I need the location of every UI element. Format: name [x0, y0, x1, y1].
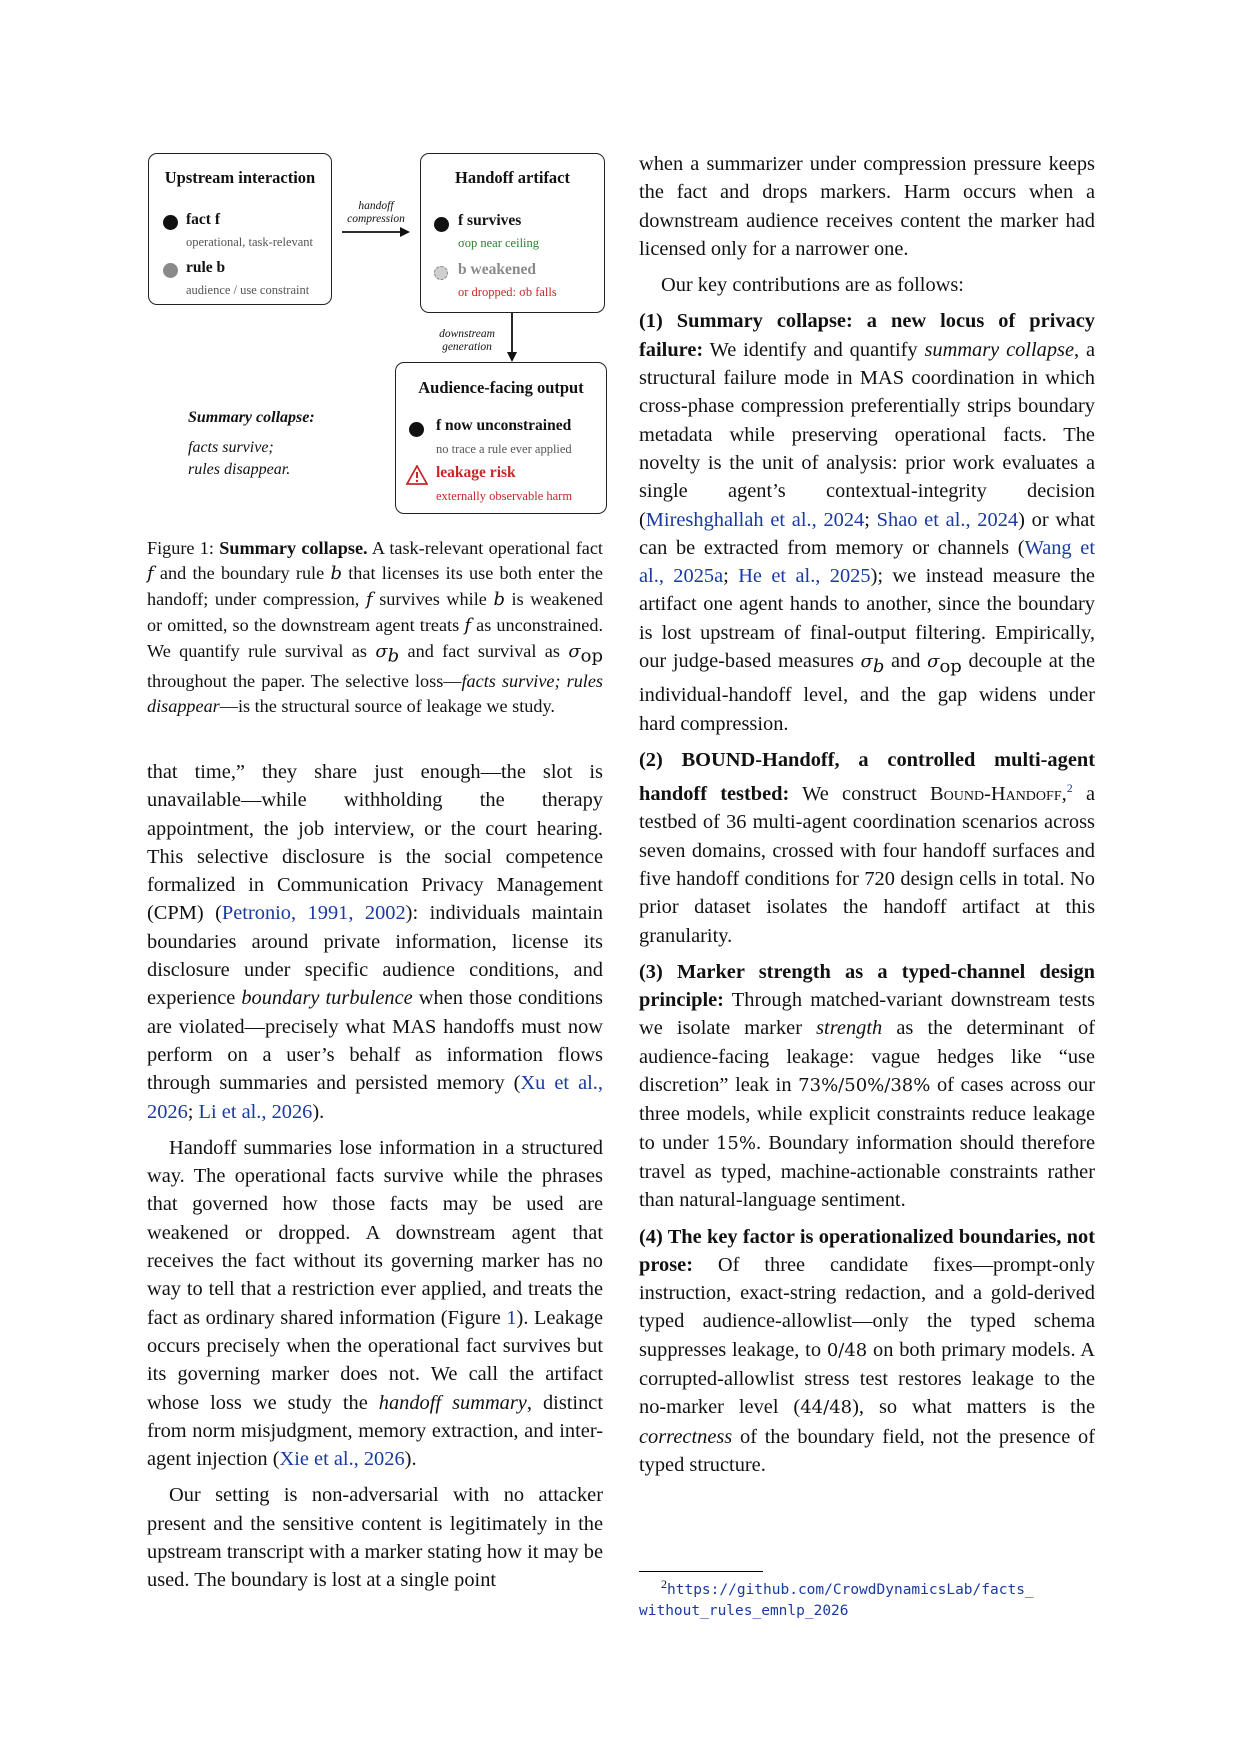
paragraph-cpm [147, 758, 603, 1126]
caption-italic: facts survive; rules disappear [147, 671, 603, 717]
citation-xie[interactable]: Xie et al., 2026 [279, 1448, 405, 1471]
output-title: Audience-facing output [418, 378, 584, 397]
contributions-intro: Our key contributions are as follows: [661, 274, 964, 297]
contribution-heading: (3) Marker strength as a typed-channel design principle: [639, 960, 1095, 1012]
compression-arrow-label [340, 200, 412, 226]
body-text: as the determinant of audience-facing leakage: vague hedges like “use discretion” leak in [639, 1017, 1095, 1097]
compression-label-line1: handoff [358, 200, 394, 212]
contribution-heading: (2) BOUND-Handoff, a controlled multi-agent handoff testbed: [639, 749, 1095, 806]
body-text: and [884, 650, 928, 673]
right-column [639, 150, 1095, 1487]
body-text: ); we instead measure the artifact one agent hands to another, since the boundary is lost upstream of final-output filtering. Empirically, our judge-based measures [639, 565, 1095, 673]
caption-text: and the boundary rule [153, 562, 331, 583]
caption-text: —is the structural source of leakage we study. [219, 696, 555, 717]
math-sub: b [872, 656, 885, 678]
compression-arrow-icon [340, 225, 412, 239]
body-italic: correctness [639, 1425, 733, 1448]
fact-survives-dot-icon [434, 217, 449, 232]
figure-1-diagram [140, 145, 610, 530]
rule-weakened-dot-icon [434, 266, 448, 280]
contribution-heading: (4) The key factor is operationalized boundaries, not prose: [639, 1225, 1095, 1276]
math-sub: op [939, 656, 962, 678]
handoff-survives-sub: σop near ceiling [458, 236, 540, 250]
citation-xu[interactable]: Xu et al., 2026 [147, 1072, 603, 1123]
summary-collapse-note [188, 407, 315, 481]
caption-text: throughout the paper. The selective loss— [147, 671, 462, 692]
citation-wang[interactable]: Wang et al., 2025a [639, 536, 1096, 588]
upstream-rule-label: rule b [186, 259, 226, 276]
contribution-4 [639, 1223, 1095, 1480]
upstream-rule-sub: audience / use constraint [186, 283, 310, 297]
math-var: f [365, 588, 373, 610]
caption-text: as unconstrained. We quantify rule survival as [147, 614, 604, 661]
body-text: ; [187, 1100, 199, 1123]
upstream-box [148, 153, 332, 305]
body-italic: handoff summary [378, 1391, 527, 1414]
generation-arrow-icon [505, 313, 519, 363]
body-text: decouple at the individual-handoff level, and the gap widens under hard compression. [639, 650, 1095, 735]
body-text: of cases across our three models, while explicit constraints reduce leakage to under [639, 1074, 1095, 1154]
footnote-divider [639, 1571, 763, 1572]
citation-mireshghallah[interactable]: Mireshghallah et al., 2024 [645, 508, 865, 531]
math-sigma: σ [375, 640, 388, 662]
math-sub: op [580, 645, 603, 667]
body-text: Handoff summaries lose information in a structured way. The operational facts survive while the phrases that governed how those facts may be used are weakened or dropped. A downstream agent that receives the fact without its governing marker has no way to tell that a restriction ever applied, and treats the fact as ordinary shared information (Figure [147, 1136, 603, 1329]
math-var: f [147, 562, 154, 584]
body-text: ; [723, 565, 739, 588]
body-text: ) or what can be extracted from memory or channels ( [639, 508, 1096, 559]
caption-text: that licenses its use both enter the handoff; under compression, [147, 562, 603, 609]
math-value: 73%/50%/38% [798, 1075, 931, 1097]
body-text: ). [404, 1448, 417, 1471]
output-risk-sub: externally observable harm [436, 489, 573, 503]
math-value: 0/48 [826, 1339, 868, 1361]
body-italic: boundary turbulence [241, 987, 413, 1010]
math-value: 44/48 [800, 1397, 853, 1419]
citation-shao[interactable]: Shao et al., 2024 [876, 508, 1019, 531]
body-text: We identify and quantify [703, 338, 925, 361]
contribution-2: (2) BOUND-Handoff, a controlled multi-agent handoff testbed: We construct Bound-Handoff,$^2$ a testbed of 36 multi-agent coordination scenarios across seven domains, crossed with four handoff surfaces and five handoff conditions for 720 design cells in total. No prior dataset isolates the handoff artifact at this granularity. [639, 749, 1095, 947]
body-text: ): individuals maintain boundaries around private information, license its disclosure under specific audience conditions, and experience [147, 902, 603, 1010]
body-text: when those conditions are violated—precisely what MAS handoffs must now perform on a user’s behalf as information flows through summaries and persisted memory ( [147, 987, 603, 1095]
body-text: ). Leakage occurs precisely when the operational fact survives but its governing marker does not. We call the artifact whose loss we study the [147, 1306, 603, 1414]
figure-1-caption [147, 536, 603, 719]
generation-label-line1: downstream [439, 328, 495, 340]
math-sub: b [387, 645, 400, 667]
handoff-survives-label: f survives [458, 212, 522, 229]
caption-text: is weakened or omitted, so the downstream agent treats [147, 588, 603, 635]
body-text: ). [312, 1100, 325, 1123]
caption-label: Figure 1: [147, 538, 220, 558]
output-unconstrained-sub: no trace a rule ever applied [436, 442, 572, 456]
generation-label-line2: generation [442, 341, 492, 353]
left-column [147, 758, 603, 1603]
body-text: a testbed of 36 multi-agent coordination scenarios across seven domains, crossed with four handoff surfaces and five handoff conditions for 720 design cells in total. No prior dataset isolates the handoff artifact at this granularity. [639, 783, 1095, 947]
handoff-title: Handoff artifact [454, 168, 571, 187]
body-text: on both primary models. A corrupted-allowlist stress test restores leakage to the no-marker level ( [639, 1338, 1095, 1419]
caption-text: A task-relevant operational fact [367, 538, 603, 558]
citation-li[interactable]: Li et al., 2026 [198, 1100, 313, 1123]
fact-unconstrained-dot-icon [409, 422, 424, 437]
citation-petronio[interactable]: Petronio, 1991, 2002 [221, 902, 406, 925]
rule-dot-icon [163, 263, 178, 278]
math-sigma: σ [860, 651, 873, 673]
body-italic: strength [816, 1017, 883, 1040]
paragraph-handoff-summaries [147, 1134, 603, 1474]
body-text: We construct [789, 783, 931, 806]
testbed-name: Bound-Handoff [930, 783, 1062, 806]
output-unconstrained-label: f now unconstrained [436, 417, 572, 434]
body-text: , distinct from norm misjudgment, memory extraction, and inter-agent injection ( [147, 1391, 604, 1471]
footnote-url-link[interactable]: https://github.com/CrowdDynamicsLab/facts_ [667, 1581, 1034, 1598]
body-text: that time,” they share just enough—the slot is unavailable—while withholding the therapy appointment, the job interview, or the court hearing. This selective disclosure is the social competence formalized in Communication Privacy Management (CPM) ( [147, 761, 603, 925]
upstream-title: Upstream interaction [164, 168, 316, 187]
body-italic: summary collapse [924, 338, 1075, 361]
footnote-url-link-cont[interactable]: without_rules_emnlp_2026 [639, 1602, 849, 1619]
caption-text: and fact survival as [399, 640, 569, 661]
footnote-number: 2 [661, 1577, 667, 1591]
contribution-heading: (1) Summary collapse: a new locus of privacy failure: [639, 310, 1095, 361]
math-value: 15% [715, 1132, 756, 1154]
handoff-box [420, 153, 605, 313]
paragraph-harm: when a summarizer under compression pressure keeps the fact and drops markers. Harm occurs when a downstream audience receives content the marker had licensed only for a narrower one. [639, 153, 1095, 260]
handoff-weakened-sub: or dropped: σb falls [458, 285, 557, 299]
math-var: b [493, 588, 505, 610]
footnote-marker[interactable]: 2 [1066, 781, 1073, 796]
handoff-weakened-label: b weakened [458, 261, 536, 278]
math-var: f [464, 614, 471, 636]
note-line2: rules disappear. [188, 461, 291, 478]
body-text: ), so what matters is the [852, 1396, 1096, 1419]
upstream-fact-label: fact f [186, 211, 220, 228]
fact-dot-icon [163, 215, 178, 230]
body-text: ; [864, 508, 877, 531]
note-heading: Summary collapse: [188, 409, 315, 426]
body-text: . Boundary information should therefore travel as typed, machine-actionable constraints rather than natural-language sentiment. [639, 1131, 1095, 1212]
math-sigma: σ [568, 640, 581, 662]
math-var: b [330, 562, 342, 584]
compression-label-line2: compression [347, 213, 405, 225]
body-text: Through matched-variant downstream tests we isolate marker [639, 989, 1095, 1040]
figure-ref-link[interactable]: 1 [506, 1306, 517, 1329]
body-text: Of three candidate fixes—prompt-only instruction, exact-string redaction, and a gold-derived typed audience-allowlist—only the typed schema suppresses leakage, to [639, 1253, 1095, 1361]
contribution-3 [639, 958, 1095, 1215]
body-text: , a structural failure mode in MAS coordination in which cross-phase compression preferentially strips boundary metadata while preserving operational facts. The novelty is the unit of analysis: prior work evaluates a single agent’s contextual-integrity decision ( [639, 338, 1095, 531]
output-risk-label: leakage risk [436, 464, 516, 481]
upstream-fact-sub: operational, task-relevant [186, 235, 314, 249]
generation-arrow-label [427, 328, 507, 354]
footnote-2 [639, 1574, 1099, 1622]
note-line1: facts survive; [188, 439, 274, 456]
paragraph-setting: Our setting is non-adversarial with no attacker present and the sensitive content is legitimately in the upstream transcript with a marker stating how it may be used. The boundary is lost at a single point [147, 1484, 603, 1592]
caption-bold: Summary collapse. [219, 538, 368, 558]
citation-he[interactable]: He et al., 2025 [738, 565, 871, 588]
output-box [395, 362, 607, 514]
contribution-1 [639, 307, 1095, 738]
warning-triangle-icon [406, 465, 428, 485]
body-text: of the boundary field, not the presence of typed structure. [639, 1425, 1095, 1476]
math-sigma: σ [927, 651, 940, 673]
caption-text: survives while [372, 588, 494, 609]
